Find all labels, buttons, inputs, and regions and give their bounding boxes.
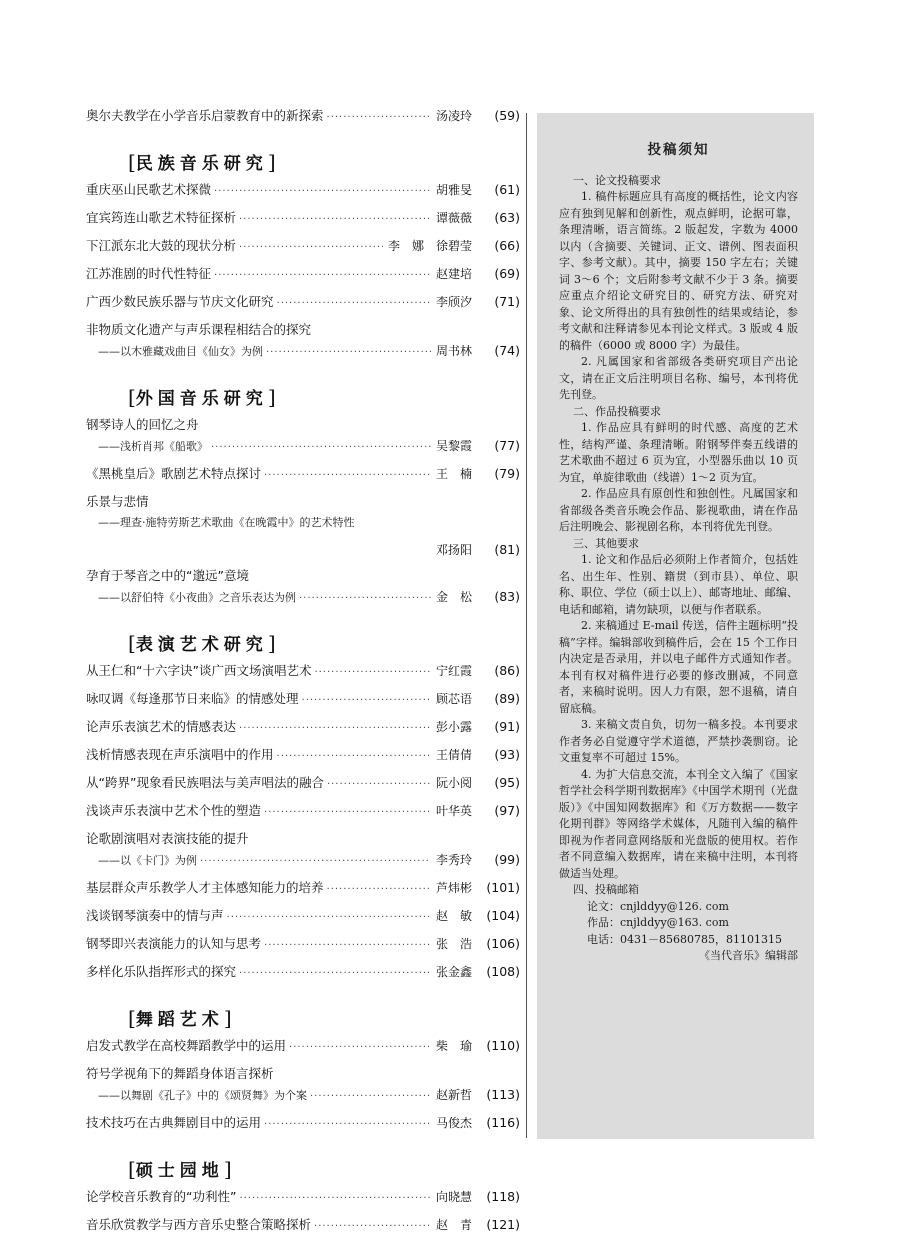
entry-author: 胡雅旻 — [435, 183, 472, 197]
entry-author: 汤凌玲 — [435, 109, 472, 123]
toc-entry[interactable] — [86, 209, 520, 229]
bracket-open: [ — [128, 150, 136, 174]
entry-page: (108) — [486, 964, 520, 979]
entry-subtitle: ——以舒伯特《小夜曲》之音乐表达为例 — [98, 591, 296, 604]
toc-entry[interactable] — [86, 879, 520, 899]
notice-heading: 一、论文投稿要求 — [573, 173, 661, 187]
entry-title: 多样化乐队指挥形式的探究 — [86, 964, 237, 979]
toc-entry[interactable] — [86, 690, 520, 710]
leader-dots — [299, 590, 431, 608]
section-heading-text: 硕士园地 — [135, 1161, 224, 1181]
entry-subtitle: ——以《卡门》为例 — [98, 854, 197, 867]
entry-title: 启发式教学在高校舞蹈教学中的运用 — [86, 1038, 287, 1053]
entry-page: (81) — [494, 542, 520, 557]
entry-author: 周书林 — [435, 344, 472, 358]
leader-dots — [314, 664, 431, 682]
entry-author: 李秀玲 — [435, 853, 472, 867]
leader-dots — [239, 720, 431, 738]
entry-author: 顾芯语 — [435, 692, 472, 706]
entry-page: (74) — [494, 343, 520, 358]
entry-page: (86) — [494, 663, 520, 678]
entry-title: 技术技巧在古典舞剧目中的运用 — [86, 1115, 262, 1130]
leader-dots — [239, 239, 383, 257]
bracket-open: [ — [128, 385, 136, 409]
entry-author: 芦炜彬 — [435, 881, 472, 895]
entry-author: 李颀汐 — [435, 295, 472, 309]
leader-dots — [264, 937, 431, 955]
entry-page: (83) — [494, 589, 520, 604]
entry-title: 论声乐表演艺术的情感表达 — [86, 719, 237, 734]
entry-title: 浅谈钢琴演奏中的情与声 — [86, 908, 224, 923]
notice-body — [559, 173, 798, 965]
entry-page: (101) — [486, 880, 520, 895]
entry-title: 《黑桃皇后》歌剧艺术特点探讨 — [86, 466, 262, 481]
leader-dots — [264, 467, 431, 485]
entry-title: 江苏淮剧的时代性特征 — [86, 266, 212, 281]
entry-author: 金 松 — [435, 590, 472, 604]
bracket-open: [ — [128, 631, 136, 655]
leader-dots — [239, 1190, 431, 1208]
editorial-signature: 《当代音乐》编辑部 — [699, 949, 798, 962]
leader-dots — [239, 965, 431, 983]
bracket-close: ] — [223, 1006, 232, 1030]
section-heading — [128, 1156, 520, 1181]
entry-page: (95) — [494, 775, 520, 790]
entry-page: (110) — [486, 1038, 520, 1053]
toc-entry[interactable] — [86, 416, 520, 457]
section-heading-text: 民族音乐研究 — [135, 154, 268, 174]
section-heading — [128, 630, 520, 655]
entry-subtitle: ——以舞剧《孔子》中的《颂贤舞》为个案 — [98, 1089, 307, 1102]
toc-entry[interactable] — [86, 567, 520, 608]
entry-title: 基层群众声乐教学人才主体感知能力的培养 — [86, 880, 324, 895]
entry-title: 广西少数民族乐器与节庆文化研究 — [86, 294, 274, 309]
entry-page: (66) — [494, 238, 520, 253]
toc-entry[interactable] — [86, 181, 520, 201]
entry-title: 奥尔夫教学在小学音乐启蒙教育中的新探索 — [86, 108, 324, 123]
entry-author: 赵 敏 — [435, 909, 472, 923]
notice-paragraph: 1. 论文和作品后必须附上作者简介，包括姓名、出生年、性别、籍贯（到市县）、单位、职称、职位、学位（硕士以上）、邮寄地址、邮编、电话和邮箱，请勿缺项，以便与作者联系。 — [559, 553, 798, 616]
notice-heading: 三、其他要求 — [573, 536, 639, 550]
leader-dots — [327, 776, 431, 794]
entry-page: (71) — [494, 294, 520, 309]
toc-entry[interactable] — [86, 1114, 520, 1134]
leader-dots — [200, 853, 431, 871]
entry-author: 向晓慧 — [435, 1190, 472, 1204]
toc-entry[interactable] — [86, 802, 520, 822]
toc-entry[interactable] — [86, 321, 520, 362]
toc-entry[interactable] — [86, 718, 520, 738]
leader-dots — [227, 909, 431, 927]
notice-heading: 二、作品投稿要求 — [573, 404, 661, 418]
section-heading — [128, 1005, 520, 1030]
entry-title: 乐景与悲情 — [86, 494, 149, 509]
toc-entry[interactable] — [86, 293, 520, 313]
entry-subtitle: ——以木雅藏戏曲目《仙女》为例 — [98, 345, 263, 358]
entry-title: 钢琴诗人的回忆之舟 — [86, 417, 199, 432]
entry-title: 从“跨界”现象看民族唱法与美声唱法的融合 — [86, 775, 324, 790]
section-heading-text: 表演艺术研究 — [135, 635, 268, 655]
bracket-close: ] — [267, 150, 276, 174]
toc-entry[interactable] — [86, 1188, 520, 1208]
column-divider — [526, 113, 527, 1138]
leader-dots — [214, 183, 431, 201]
entry-page: (77) — [494, 438, 520, 453]
entry-page: (113) — [486, 1087, 520, 1102]
entry-author: 吴黎霞 — [435, 439, 472, 453]
entry-title: 从王仁和“十六字诀”谈广西文场演唱艺术 — [86, 663, 312, 678]
leader-dots — [264, 1116, 431, 1134]
toc-entry[interactable] — [86, 1065, 520, 1106]
leader-dots — [277, 295, 431, 313]
entry-subtitle: ——理查·施特劳斯艺术歌曲《在晚霞中》的艺术特性 — [98, 516, 355, 529]
contact-line: 电话：0431－85680785，81101315 — [587, 932, 782, 946]
entry-page: (91) — [494, 719, 520, 734]
leader-dots — [277, 748, 431, 766]
entry-page: (116) — [486, 1115, 520, 1130]
notice-heading: 四、投稿邮箱 — [573, 883, 639, 896]
toc-entry[interactable] — [86, 746, 520, 766]
toc-entry[interactable] — [86, 830, 520, 871]
entry-author: 宁红霞 — [435, 664, 472, 678]
toc-entry[interactable] — [86, 107, 520, 127]
notice-paragraph: 2. 来稿通过 E-mail 传送，信件主题标明“投稿”字样。编辑部收到稿件后，会在 15 个工作日内决定是否录用，并以电子邮件方式通知作者。本刊有权对稿件进行必要的修改删减，不同意者，来稿时说明。因人力有限，恕不退稿，请自留底稿。 — [559, 619, 798, 715]
entry-title: 非物质文化遗产与声乐课程相结合的探究 — [86, 322, 312, 337]
entry-title: 浅谈声乐表演中艺术个性的塑造 — [86, 803, 262, 818]
bracket-close: ] — [223, 1157, 232, 1181]
entry-page: (61) — [494, 182, 520, 197]
entry-title: 下江派东北大鼓的现状分析 — [86, 238, 237, 253]
entry-title: 宜宾筠连山歌艺术特征探析 — [86, 210, 237, 225]
leader-dots — [211, 439, 431, 457]
leader-dots — [289, 1039, 431, 1057]
notice-paragraph: 1. 稿件标题应具有高度的概括性，论文内容应有独到见解和创新性，观点鲜明，论据可靠，条理清晰，语言简练。2 版起发，字数为 4000 以内（含摘要、关键词、正文、谱例、图表面积字、参考文献）。其中，摘要 150 字左右；关键词 3～6 个；文后附参考文献不少于 3 条。摘要应重点介绍论文研究目的、研究方法、研究对象、论文所得出的具有独创性的结果或结论，参考文献和注释请参见本刊论文样式。3 版或 4 版的稿件（6000 或 8000 字）为最佳。 — [559, 190, 798, 352]
entry-author: 王 楠 — [435, 467, 472, 481]
entry-author: 张 浩 — [435, 937, 472, 951]
bracket-open: [ — [128, 1006, 136, 1030]
entry-page: (97) — [494, 803, 520, 818]
section-heading — [128, 384, 520, 409]
leader-dots — [302, 692, 431, 710]
entry-title: 音乐欣赏教学与西方音乐史整合策略探析 — [86, 1217, 312, 1232]
entry-page: (99) — [494, 852, 520, 867]
toc-entry[interactable] — [86, 237, 520, 257]
contact-line: 论文：cnjlddyy@126. com — [587, 899, 729, 913]
table-of-contents — [86, 107, 520, 1236]
entry-author: 王倩倩 — [435, 748, 472, 762]
toc-entry[interactable] — [86, 1037, 520, 1057]
entry-page: (69) — [494, 266, 520, 281]
entry-page: (89) — [494, 691, 520, 706]
toc-entry[interactable] — [86, 662, 520, 682]
bracket-open: [ — [128, 1157, 136, 1181]
entry-author: 张金鑫 — [435, 965, 472, 979]
entry-page: (118) — [486, 1189, 520, 1204]
leader-dots — [310, 1088, 431, 1106]
toc-entry[interactable] — [86, 465, 520, 485]
bracket-close: ] — [267, 631, 276, 655]
entry-author: 邓扬阳 — [435, 543, 472, 557]
notice-paragraph: 2. 凡属国家和省部级各类研究项目产出论文，请在正文后注明项目名称、编号，本刊将优先刊登。 — [559, 355, 798, 401]
entry-author: 柴 瑜 — [435, 1039, 472, 1053]
entry-author: 阮小阅 — [435, 776, 472, 790]
leader-dots — [327, 881, 431, 899]
notice-paragraph: 2. 作品应具有原创性和独创性。凡属国家和省部级各类音乐晚会作品、影视歌曲，请在作品后注明晚会、影视剧名称，本刊将优先刊登。 — [559, 487, 798, 533]
entry-author: 马俊杰 — [435, 1116, 472, 1130]
section-heading — [128, 149, 520, 174]
entry-page: (59) — [494, 108, 520, 123]
toc-entry[interactable] — [86, 963, 520, 983]
entry-author: 李 娜 徐碧莹 — [387, 239, 472, 253]
leader-dots — [327, 109, 431, 127]
entry-page: (63) — [494, 210, 520, 225]
entry-author: 赵新哲 — [435, 1088, 472, 1102]
entry-page: (93) — [494, 747, 520, 762]
entry-author: 彭小露 — [435, 720, 472, 734]
leader-dots — [239, 211, 431, 229]
toc-entry[interactable] — [86, 1216, 520, 1236]
notice-paragraph: 3. 来稿文责自负，切勿一稿多投。本刊要求作者务必自觉遵守学术道德，严禁抄袭剽窃。论文重复率不可超过 15%。 — [559, 718, 798, 764]
leader-dots — [214, 267, 431, 285]
entry-page: (106) — [486, 936, 520, 951]
entry-page: (79) — [494, 466, 520, 481]
toc-entry[interactable] — [86, 493, 520, 559]
submission-notice-panel — [537, 113, 814, 1139]
section-heading-text: 外国音乐研究 — [135, 389, 268, 409]
entry-title: 孕育于琴音之中的“邈远”意境 — [86, 568, 249, 583]
leader-dots — [266, 344, 431, 362]
toc-entry[interactable] — [86, 907, 520, 927]
entry-title: 论歌剧演唱对表演技能的提升 — [86, 831, 249, 846]
toc-entry[interactable] — [86, 265, 520, 285]
notice-title: 投稿须知 — [647, 142, 710, 158]
bracket-close: ] — [267, 385, 276, 409]
leader-dots — [264, 804, 431, 822]
notice-paragraph: 1. 作品应具有鲜明的时代感、高度的艺术性，结构严谨、条理清晰。附钢琴伴奏五线谱的艺术歌曲不超过 6 页为宜，小型器乐曲以 10 页为宜，单旋律歌曲（线谱）1～2 页为宜。 — [559, 421, 798, 484]
entry-page: (104) — [486, 908, 520, 923]
entry-author: 叶华英 — [435, 804, 472, 818]
notice-paragraph: 4. 为扩大信息交流，本刊全文入编了《国家哲学社会科学期刊数据库》《中国学术期刊（光盘版）》《中国知网数据库》和《万方数据——数字化期刊群》等网络学术媒体，凡随刊入编的稿件即视为作者同意网络版和光盘版的使用权。若作者不同意编入数据库，请在来稿中注明，本刊将做适当处理。 — [559, 767, 798, 880]
entry-author: 赵 青 — [435, 1218, 472, 1232]
entry-subtitle: ——浅析肖邦《船歌》 — [98, 440, 208, 453]
entry-author: 谭薇薇 — [435, 211, 472, 225]
entry-title: 重庆巫山民歌艺术探微 — [86, 182, 212, 197]
entry-page: (121) — [486, 1217, 520, 1232]
toc-entry[interactable] — [86, 774, 520, 794]
entry-title: 咏叹调《每逢那节日来临》的情感处理 — [86, 691, 299, 706]
entry-title: 钢琴即兴表演能力的认知与思考 — [86, 936, 262, 951]
entry-title: 浅析情感表现在声乐演唱中的作用 — [86, 747, 274, 762]
section-heading-text: 舞蹈艺术 — [135, 1010, 224, 1030]
contact-line: 作品：cnjlddyy@163. com — [587, 916, 729, 929]
entry-title: 论学校音乐教育的“功利性” — [86, 1189, 237, 1204]
entry-title: 符号学视角下的舞蹈身体语言探析 — [86, 1066, 274, 1081]
entry-author: 赵建培 — [435, 267, 472, 281]
toc-entry[interactable] — [86, 935, 520, 955]
